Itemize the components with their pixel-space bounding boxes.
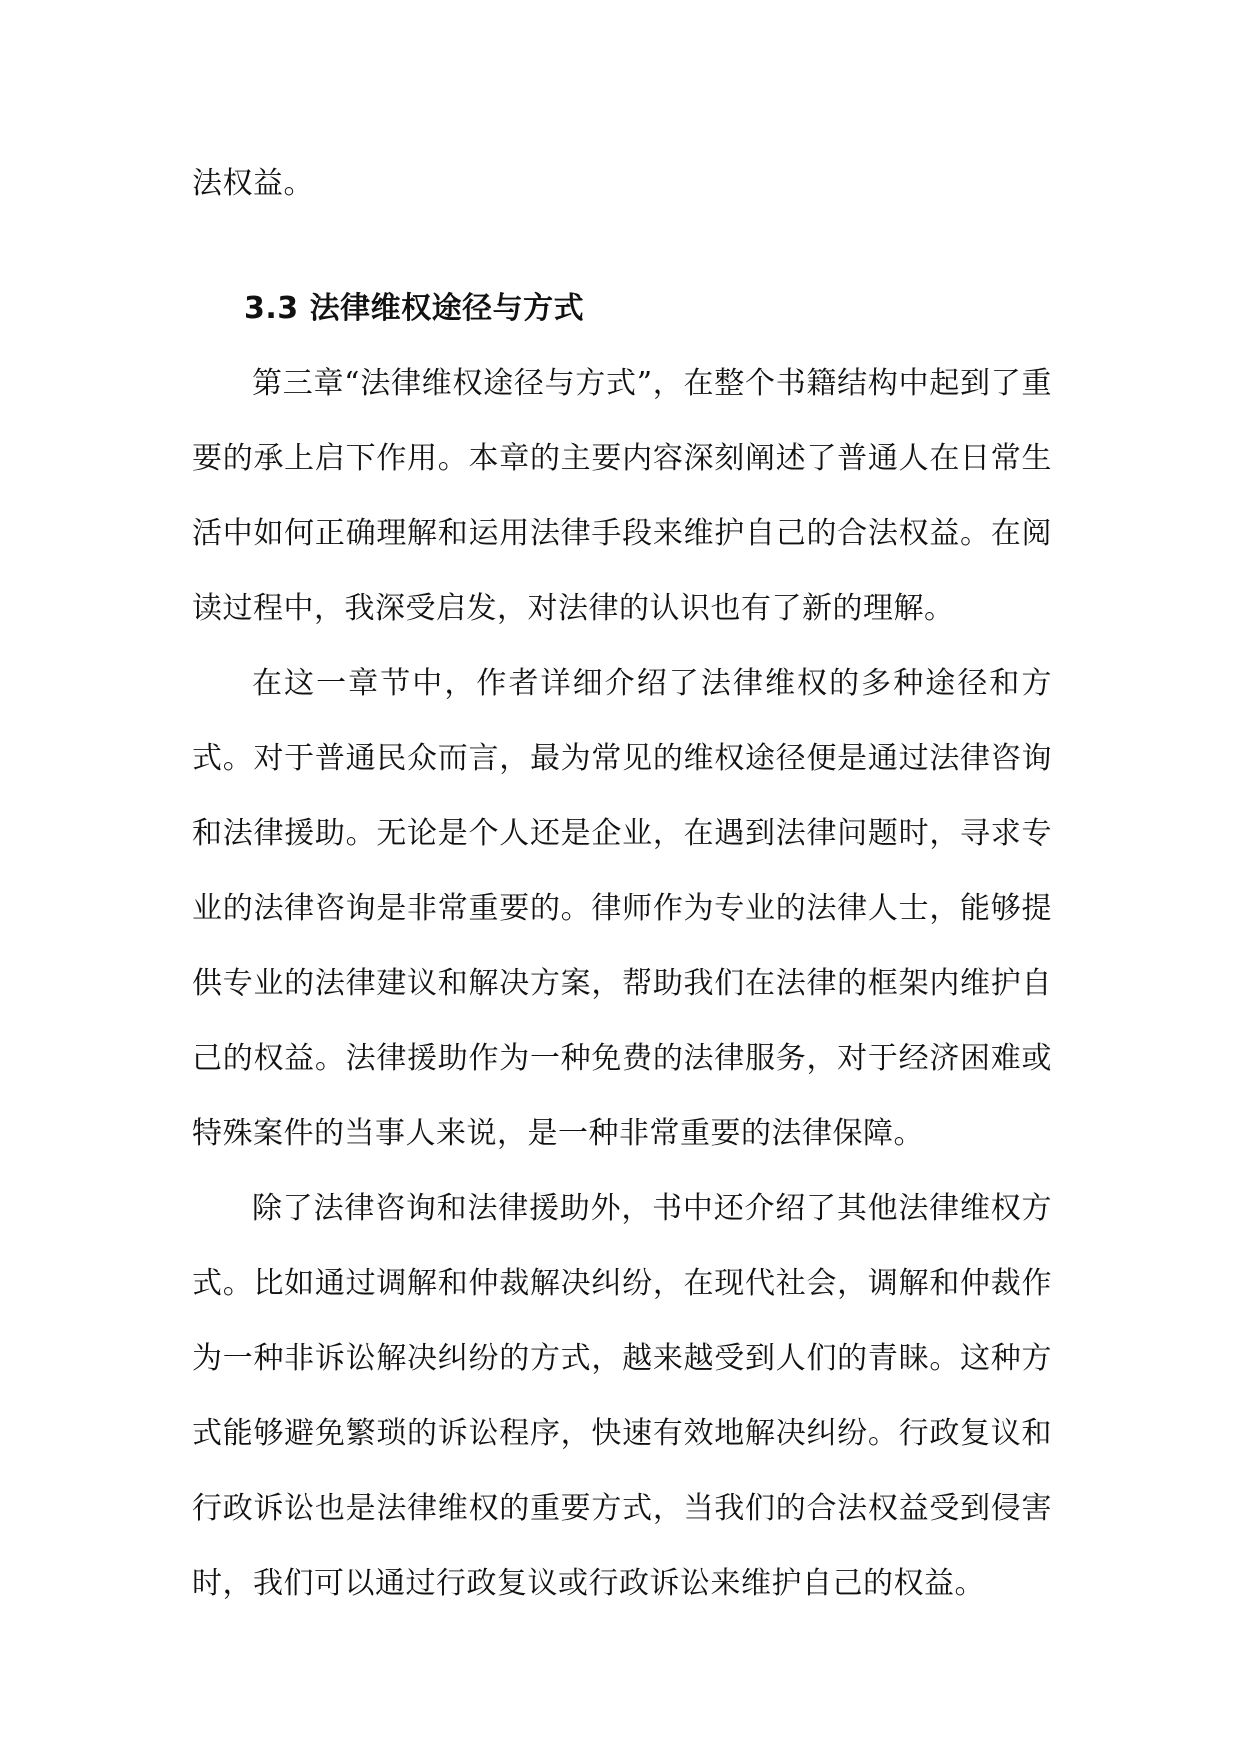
page-content	[192, 146, 1052, 1621]
paragraph-1: 第三章“法律维权途径与方式”，在整个书籍结构中起到了重要的承上启下作用。本章的主要内容深刻阐述了普通人在日常生活中如何正确理解和运用法律手段来维护自己的合法权益。在阅读过程中，我深受启发，对法律的认识也有了新的理解。	[192, 366, 1052, 626]
paragraph-2: 在这一章节中，作者详细介绍了法律维权的多种途径和方式。对于普通民众而言，最为常见的维权途径便是通过法律咨询和法律援助。无论是个人还是企业，在遇到法律问题时，寻求专业的法律咨询是非常重要的。律师作为专业的法律人士，能够提供专业的法律建议和解决方案，帮助我们在法律的框架内维护自己的权益。法律援助作为一种免费的法律服务，对于经济困难或特殊案件的当事人来说，是一种非常重要的法律保障。	[192, 666, 1052, 1151]
section-heading: 3.3 法律维权途径与方式	[244, 291, 585, 326]
paragraph-3: 除了法律咨询和法律援助外，书中还介绍了其他法律维权方式。比如通过调解和仲裁解决纠纷，在现代社会，调解和仲裁作为一种非诉讼解决纠纷的方式，越来越受到人们的青睐。这种方式能够避免繁琐的诉讼程序，快速有效地解决纠纷。行政复议和行政诉讼也是法律维权的重要方式，当我们的合法权益受到侵害时，我们可以通过行政复议或行政诉讼来维护自己的权益。	[192, 1191, 1052, 1601]
continuation-text: 法权益。	[192, 166, 314, 201]
